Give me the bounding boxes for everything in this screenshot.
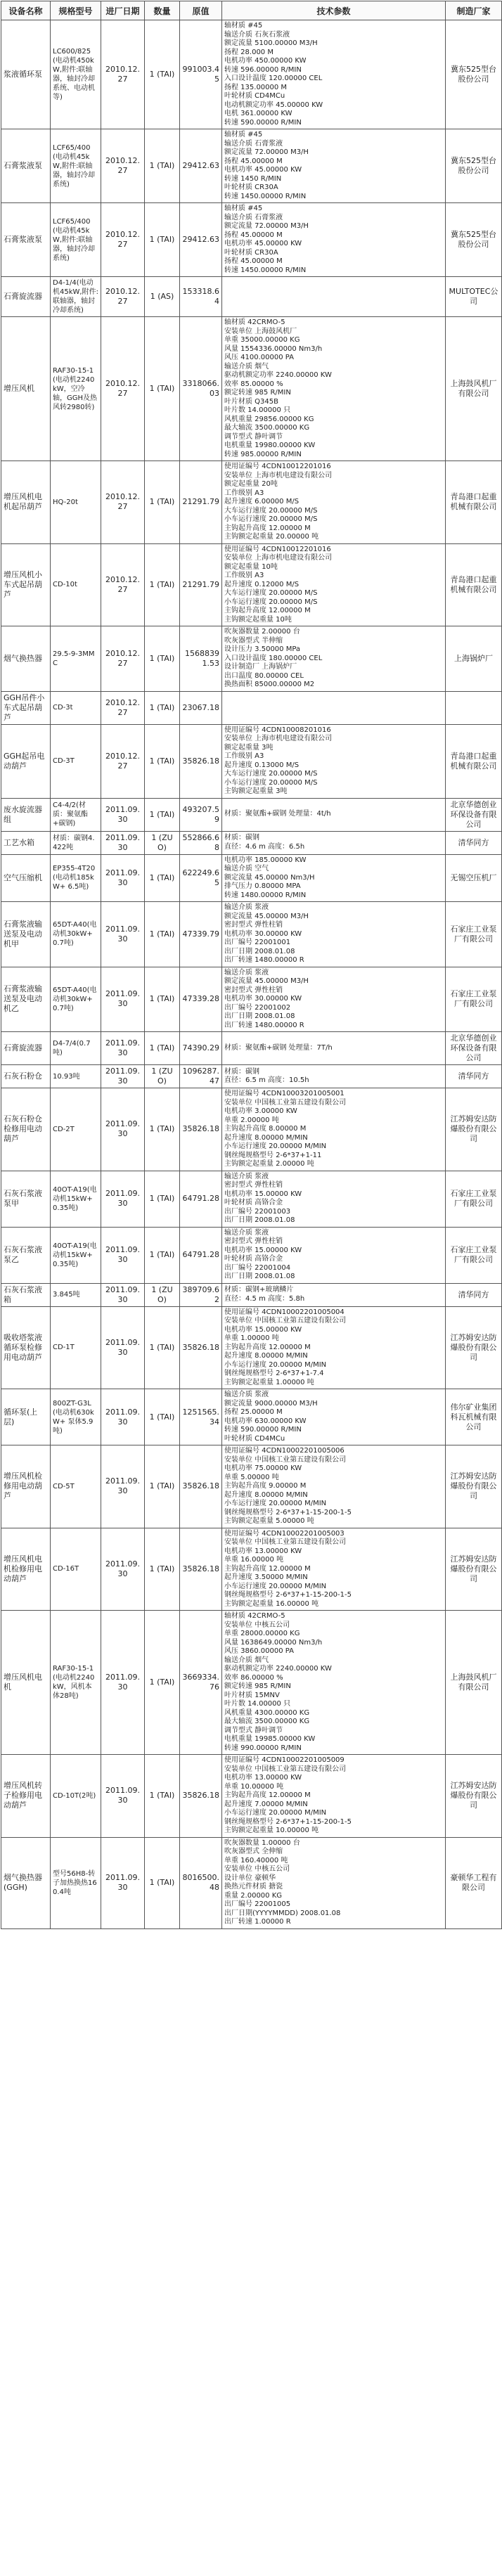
header-quantity: 数量	[145, 1, 180, 20]
quantity-cell: 1 (TAI)	[145, 20, 180, 129]
manufacturer-cell: 青岛港口起重机械有限公司	[446, 461, 502, 544]
quantity-cell: 1 (TAI)	[145, 1306, 180, 1389]
manufacturer-cell: 上海锅炉厂	[446, 626, 502, 692]
model-cell: LC600/825(电动机450kW,附件:联轴器，轴封冷却系统、电动机等)	[51, 20, 101, 129]
manufacturer-cell: 江苏姆安达防爆股份有限公司	[446, 1755, 502, 1838]
tech-params-cell: 轴材质 #45 输送介质 石灰石浆液 额定流量 5100.00000 M3/H 扬程 28.000 M 电机功率 450.00000 KW 转速 596.00000 R/MIN 入口设计温度 120.00000 CEL 扬程 135.00000 M 叶轮材质 CD4MCu 电动机额定功率 45.00000 KW 电机 361.00000 KW 转速 590.00000 R/MIN	[222, 20, 446, 129]
equipment-name-cell: 石膏浆液输送泵及电动机乙	[1, 967, 51, 1032]
quantity-cell: 1 (TAI)	[145, 1171, 180, 1227]
model-cell: CD-1T	[51, 1306, 101, 1389]
equipment-name-cell: 增压风机检修用电动葫芦	[1, 1445, 51, 1528]
table-row	[1, 317, 502, 461]
model-cell: 40OT-A19(电动机15kW+ 0.35吨)	[51, 1227, 101, 1283]
quantity-cell: 1 (ZUO)	[145, 1065, 180, 1088]
tech-params-cell	[222, 691, 446, 724]
original-value-cell: 153318.64	[180, 277, 222, 317]
quantity-cell: 1 (TAI)	[145, 724, 180, 798]
quantity-cell: 1 (TAI)	[145, 1611, 180, 1755]
header-model: 规格型号	[51, 1, 101, 20]
manufacturer-cell: 北京华德创业环保设备有限公司	[446, 1032, 502, 1065]
original-value-cell: 991003.45	[180, 20, 222, 129]
model-cell: HQ-20t	[51, 461, 101, 544]
equipment-name-cell: 增压风机转子检修用电动葫芦	[1, 1755, 51, 1838]
entry-date-cell: 2011.09.30	[101, 1088, 145, 1171]
quantity-cell: 1 (TAI)	[145, 798, 180, 831]
quantity-cell: 1 (TAI)	[145, 854, 180, 902]
quantity-cell: 1 (TAI)	[145, 1389, 180, 1445]
equipment-name-cell: 废水旋流器组	[1, 798, 51, 831]
manufacturer-cell: 伟尔矿业集团科瓦机械有限公司	[446, 1389, 502, 1445]
equipment-name-cell: 石膏浆液泵	[1, 129, 51, 203]
quantity-cell: 1 (ZUO)	[145, 831, 180, 854]
equipment-name-cell: 石膏旋流器	[1, 1032, 51, 1065]
manufacturer-cell	[446, 691, 502, 724]
tech-params-cell: 材质：碳钢 直径：4.6 m 高度：6.5h	[222, 831, 446, 854]
original-value-cell: 64791.28	[180, 1227, 222, 1283]
original-value-cell: 3318066.03	[180, 317, 222, 461]
entry-date-cell: 2010.12.27	[101, 461, 145, 544]
equipment-name-cell: 吸收塔浆液循环泵检修用电动葫芦	[1, 1306, 51, 1389]
entry-date-cell: 2010.12.27	[101, 317, 145, 461]
entry-date-cell: 2010.12.27	[101, 203, 145, 277]
model-cell: LCF65/400(电动机45kW,附件:联轴器，轴封冷却系统)	[51, 203, 101, 277]
entry-date-cell: 2011.09.30	[101, 967, 145, 1032]
equipment-table	[1, 1, 502, 1929]
entry-date-cell: 2011.09.30	[101, 1032, 145, 1065]
table-body	[1, 20, 502, 1929]
original-value-cell: 15688391.53	[180, 626, 222, 692]
tech-params-cell: 轴材质 42CRMO-5 安装单位 上海鼓风机厂 单重 35000.00000 KG 风量 1554336.00000 Nm3/h 风压 4100.00000 PA 输送介质 烟气 驱动机额定功率 2240.00000 KW 效率 85.00000 % 额定转速 985 R/MIN 叶片材质 Q345B 叶片数 14.00000 只 风机重量 29856.00000 KG 最大轴流 3500.00000 KG 调节型式 静叶调节 电机重量 19980.00000 KW 转速 985.00000 R/MIN	[222, 317, 446, 461]
table-row	[1, 1445, 502, 1528]
tech-params-cell: 材质：聚氨酯+碳钢 处理量：4t/h	[222, 798, 446, 831]
manufacturer-cell: 江苏姆安达防爆股份有限公司	[446, 1528, 502, 1611]
table-row	[1, 626, 502, 692]
manufacturer-cell: 上海鼓风机厂有限公司	[446, 1611, 502, 1755]
original-value-cell: 64791.28	[180, 1171, 222, 1227]
header-tech-params: 技术参数	[222, 1, 446, 20]
table-row	[1, 854, 502, 902]
tech-params-cell: 使用证编号 4CDN10002201005004 安装单位 中国核工业第五建设有限公司 电机功率 15.00000 KW 单重 1.00000 吨 主钩起升高度 12.00000 M 起升速度 8.00000 M/MIN 小车运行速度 20.00000 M/MIN 钢丝绳规格型号 2-6*37+1-7.4 主钩额定起重量 1.00000 吨	[222, 1306, 446, 1389]
tech-params-cell: 使用证编号 4CDN10002201005009 安装单位 中国核工业第五建设有限公司 电机功率 13.00000 KW 单重 10.00000 吨 主钩起升高度 12.00000 M 起升速度 7.00000 M/MIN 小车运行速度 20.00000 M/MIN 钢丝绳规格型号 2-6*37+1-15-200-1-5 主钩额定起重量 10.00000 吨	[222, 1755, 446, 1838]
tech-params-cell: 输送介质 浆液 额定流量 45.00000 M3/H 密封型式 弹性柱销 电机功率 30.00000 KW 出厂编号 22001001 出厂日期 2008.01.08 出厂转速 1480.00000 R	[222, 902, 446, 967]
original-value-cell: 47339.79	[180, 902, 222, 967]
entry-date-cell: 2010.12.27	[101, 626, 145, 692]
manufacturer-cell: 石家庄工业泵厂有限公司	[446, 1227, 502, 1283]
table-row	[1, 902, 502, 967]
table-row	[1, 1171, 502, 1227]
model-cell: 10.93吨	[51, 1065, 101, 1088]
table-row	[1, 1755, 502, 1838]
tech-params-cell: 使用证编号 4CDN10012201016 安装单位 上海市机电建设有限公司 额定起重量 10吨 工作级别 A3 起升速度 0.12000 M/S 大车运行速度 20.00000 M/S 小车运行速度 20.00000 M/S 主钩起升高度 12.00000 M 主钩额定起重量 10吨	[222, 543, 446, 626]
entry-date-cell: 2011.09.30	[101, 1227, 145, 1283]
original-value-cell: 47339.28	[180, 967, 222, 1032]
model-cell: CD-10t	[51, 543, 101, 626]
model-cell: 材质：碳钢4.422吨	[51, 831, 101, 854]
original-value-cell: 21291.79	[180, 543, 222, 626]
original-value-cell: 1251565.34	[180, 1389, 222, 1445]
manufacturer-cell: 上海鼓风机厂有限公司	[446, 317, 502, 461]
entry-date-cell: 2010.12.27	[101, 277, 145, 317]
table-row	[1, 691, 502, 724]
equipment-name-cell: 增压风机电机检修用电动葫芦	[1, 1528, 51, 1611]
manufacturer-cell: 江苏姆安达防爆股份有限公司	[446, 1445, 502, 1528]
table-row	[1, 724, 502, 798]
original-value-cell: 552866.68	[180, 831, 222, 854]
model-cell: EP355-4T20(电动机185kW+ 6.5吨)	[51, 854, 101, 902]
entry-date-cell: 2011.09.30	[101, 1837, 145, 1928]
table-row	[1, 831, 502, 854]
tech-params-cell: 输送介质 浆液 密封型式 弹性柱销 电机功率 15.00000 KW 叶轮材质 高铬合金 出厂编号 22001003 出厂日期 2008.01.08	[222, 1171, 446, 1227]
equipment-name-cell: 石灰石浆液泵甲	[1, 1171, 51, 1227]
original-value-cell: 389709.62	[180, 1283, 222, 1306]
manufacturer-cell: 清华同方	[446, 831, 502, 854]
quantity-cell: 1 (TAI)	[145, 203, 180, 277]
tech-params-cell: 使用证编号 4CDN10003201005001 安装单位 中国核工业第五建设有限公司 电机功率 3.00000 KW 单重 2.00000 吨 主钩起升高度 8.00000 M 起升速度 8.00000 M/MIN 小车运行速度 20.00000 M/MIN 钢丝绳规格型号 2-6*37+1-11 主钩额定起重量 2.00000 吨	[222, 1088, 446, 1171]
original-value-cell: 74390.29	[180, 1032, 222, 1065]
model-cell: 65DT-A40(电动机30kW+ 0.7吨)	[51, 967, 101, 1032]
tech-params-cell: 使用证编号 4CDN10002201005003 安装单位 中国核工业第五建设有限公司 电机功率 13.00000 KW 单重 16.00000 吨 主钩起升高度 12.00000 M 起升速度 3.50000 M/MIN 小车运行速度 20.00000 M/MIN 钢丝绳规格型号 2-6*37+1-15-200-1-5 主钩额定起重量 16.00000 吨	[222, 1528, 446, 1611]
quantity-cell: 1 (TAI)	[145, 967, 180, 1032]
header-manufacturer: 制造厂家	[446, 1, 502, 20]
original-value-cell: 29412.63	[180, 129, 222, 203]
manufacturer-cell: 石家庄工业泵厂有限公司	[446, 902, 502, 967]
manufacturer-cell: 北京华德创业环保设备有限公司	[446, 798, 502, 831]
equipment-name-cell: 工艺水箱	[1, 831, 51, 854]
quantity-cell: 1 (TAI)	[145, 691, 180, 724]
tech-params-cell: 轴材质 #45 输送介质 石膏浆液 额定流量 72.00000 M3/H 扬程 45.00000 M 电机功率 45.00000 KW 叶轮材质 CR30A 扬程 45.00000 M 转速 1450.00000 R/MIN	[222, 203, 446, 277]
original-value-cell: 35826.18	[180, 1306, 222, 1389]
equipment-name-cell: 石膏浆液输送泵及电动机甲	[1, 902, 51, 967]
tech-params-cell: 使用证编号 4CDN10008201016 安装单位 上海市机电建设有限公司 额定起重量 3吨 工作级别 A3 起升速度 0.13000 M/S 大车运行速度 20.00000 M/S 小车运行速度 20.00000 M/S 主钩额定起重量 3吨	[222, 724, 446, 798]
header-entry-date: 进厂日期	[101, 1, 145, 20]
manufacturer-cell: 石家庄工业泵厂有限公司	[446, 967, 502, 1032]
table-row	[1, 1306, 502, 1389]
quantity-cell: 1 (TAI)	[145, 1445, 180, 1528]
quantity-cell: 1 (TAI)	[145, 1032, 180, 1065]
manufacturer-cell: 冀东525型台股份公司	[446, 203, 502, 277]
tech-params-cell: 输送介质 浆液 密封型式 弹性柱销 电机功率 15.00000 KW 叶轮材质 高铬合金 出厂编号 22001004 出厂日期 2008.01.08	[222, 1227, 446, 1283]
entry-date-cell: 2010.12.27	[101, 691, 145, 724]
model-cell: 3.845吨	[51, 1283, 101, 1306]
model-cell: 40OT-A19(电动机15kW+ 0.35吨)	[51, 1171, 101, 1227]
quantity-cell: 1 (TAI)	[145, 1088, 180, 1171]
tech-params-cell: 轴材质 42CRMO-5 安装单位 中核五公司 单重 28000.00000 KG 风量 1638649.00000 Nm3/h 风压 3860.00000 PA 输送介质 烟气 驱动机额定功率 2240.00000 KW 效率 86.00000 % 额定转速 985 R/MIN 叶片材质 15MNV 叶片数 14.00000 只 风机重量 4300.00000 KG 最大轴流 3500.00000 KG 调节型式 静叶调节 电机重量 19985.00000 KW 转速 990.00000 R/MIN	[222, 1611, 446, 1755]
equipment-name-cell: 增压风机电机起吊葫芦	[1, 461, 51, 544]
table-row	[1, 1032, 502, 1065]
table-row	[1, 1283, 502, 1306]
entry-date-cell: 2011.09.30	[101, 1611, 145, 1755]
model-cell: 65DT-A40(电动机30kW+ 0.7吨)	[51, 902, 101, 967]
quantity-cell: 1 (TAI)	[145, 626, 180, 692]
model-cell: 29.5-9-3MMC	[51, 626, 101, 692]
table-row	[1, 461, 502, 544]
original-value-cell: 35826.18	[180, 724, 222, 798]
equipment-name-cell: 增压风机小车式起吊葫芦	[1, 543, 51, 626]
quantity-cell: 1 (TAI)	[145, 1837, 180, 1928]
original-value-cell: 23067.18	[180, 691, 222, 724]
original-value-cell: 3669334.76	[180, 1611, 222, 1755]
quantity-cell: 1 (TAI)	[145, 461, 180, 544]
table-row	[1, 1088, 502, 1171]
tech-params-cell	[222, 277, 446, 317]
equipment-name-cell: GGH吊件小车式起吊葫芦	[1, 691, 51, 724]
header-equipment-name: 设备名称	[1, 1, 51, 20]
tech-params-cell: 轴材质 #45 输送介质 石膏浆液 额定流量 72.00000 M3/H 扬程 45.00000 M 电机功率 45.00000 KW 转速 1450 R/MIN 叶轮材质 CR30A 转速 1450.00000 R/MIN	[222, 129, 446, 203]
equipment-name-cell: 增压风机	[1, 317, 51, 461]
quantity-cell: 1 (TAI)	[145, 129, 180, 203]
entry-date-cell: 2011.09.30	[101, 1065, 145, 1088]
original-value-cell: 8016500.48	[180, 1837, 222, 1928]
equipment-name-cell: 石灰石粉仓	[1, 1065, 51, 1088]
tech-params-cell: 输送介质 浆液 额定流量 9000.00000 M3/H 扬程 25.00000 M 电机功率 630.00000 KW 转速 590.00000 R/MIN 叶轮材质 CD4MCu	[222, 1389, 446, 1445]
entry-date-cell: 2011.09.30	[101, 1171, 145, 1227]
table-row	[1, 1528, 502, 1611]
table-row	[1, 1065, 502, 1088]
entry-date-cell: 2010.12.27	[101, 543, 145, 626]
original-value-cell: 622249.65	[180, 854, 222, 902]
equipment-name-cell: 石灰石粉仓检修用电动葫芦	[1, 1088, 51, 1171]
table-row	[1, 1837, 502, 1928]
tech-params-cell: 使用证编号 4CDN10012201016 安装单位 上海市机电建设有限公司 额定起重量 20吨 工作级别 A3 起升速度 6.00000 M/S 大车运行速度 20.00000 M/S 小车运行速度 20.00000 M/S 主钩起升高度 12.00000 M 主钩额定起重量 20.00000 吨	[222, 461, 446, 544]
table-row	[1, 129, 502, 203]
entry-date-cell: 2011.09.30	[101, 831, 145, 854]
model-cell: LCF65/400(电动机45kW,附件:联轴器，轴封冷却系统)	[51, 129, 101, 203]
entry-date-cell: 2011.09.30	[101, 1755, 145, 1838]
entry-date-cell: 2011.09.30	[101, 798, 145, 831]
table-row	[1, 1611, 502, 1755]
quantity-cell: 1 (ZUO)	[145, 1283, 180, 1306]
table-row	[1, 277, 502, 317]
manufacturer-cell: 冀东525型台股份公司	[446, 20, 502, 129]
entry-date-cell: 2011.09.30	[101, 1528, 145, 1611]
equipment-name-cell: 石灰石浆液泵乙	[1, 1227, 51, 1283]
equipment-name-cell: GGH起吊电动葫芦	[1, 724, 51, 798]
manufacturer-cell: 江苏姆安达防爆股份有限公司	[446, 1306, 502, 1389]
original-value-cell: 35826.18	[180, 1528, 222, 1611]
entry-date-cell: 2011.09.30	[101, 1445, 145, 1528]
original-value-cell: 35826.18	[180, 1755, 222, 1838]
model-cell: RAF30-15-1(电动机2240kW，风机本体28吨)	[51, 1611, 101, 1755]
manufacturer-cell: 青岛港口起重机械有限公司	[446, 724, 502, 798]
model-cell: CD-16T	[51, 1528, 101, 1611]
quantity-cell: 1 (TAI)	[145, 543, 180, 626]
manufacturer-cell: 石家庄工业泵厂有限公司	[446, 1171, 502, 1227]
model-cell: CD-10T(2吨)	[51, 1755, 101, 1838]
model-cell: D4-7/4(0.7吨)	[51, 1032, 101, 1065]
model-cell: CD-2T	[51, 1088, 101, 1171]
quantity-cell: 1 (TAI)	[145, 1528, 180, 1611]
quantity-cell: 1 (TAI)	[145, 317, 180, 461]
equipment-name-cell: 浆液循环泵	[1, 20, 51, 129]
equipment-name-cell: 空气压缩机	[1, 854, 51, 902]
table-header-row	[1, 1, 502, 20]
table-row	[1, 798, 502, 831]
manufacturer-cell: 清华同方	[446, 1283, 502, 1306]
manufacturer-cell: 江苏姆安达防爆股份有限公司	[446, 1088, 502, 1171]
tech-params-cell: 使用证编号 4CDN10002201005006 安装单位 中国核工业第五建设有限公司 电机功率 75.00000 KW 单重 5.00000 吨 主钩起升高度 9.00000 M 起升速度 8.00000 M/MIN 小车运行速度 20.00000 M/MIN 钢丝绳规格型号 2-6*37+1-15-200-1-5 主钩额定起重量 5.00000 吨	[222, 1445, 446, 1528]
manufacturer-cell: 清华同方	[446, 1065, 502, 1088]
model-cell: CD-3t	[51, 691, 101, 724]
model-cell: 800ZT-G3L(电动机630kW+ 泵体5.9吨)	[51, 1389, 101, 1445]
entry-date-cell: 2011.09.30	[101, 854, 145, 902]
original-value-cell: 1096287.47	[180, 1065, 222, 1088]
manufacturer-cell: 青岛港口起重机械有限公司	[446, 543, 502, 626]
original-value-cell: 21291.79	[180, 461, 222, 544]
manufacturer-cell: 冀东525型台股份公司	[446, 129, 502, 203]
original-value-cell: 493207.59	[180, 798, 222, 831]
manufacturer-cell: 豪顿华工程有限公司	[446, 1837, 502, 1928]
entry-date-cell: 2010.12.27	[101, 129, 145, 203]
tech-params-cell: 吹灰器数量 2.00000 台 吹灰器型式 半伸缩 设计压力 3.50000 MPa 入口设计温度 180.00000 CEL 设计制造厂 上海锅炉厂 出口温度 80.00000 CEL 换热面积 85000.00000 M2	[222, 626, 446, 692]
original-value-cell: 29412.63	[180, 203, 222, 277]
tech-params-cell: 材质：碳钢+玻璃鳞片 直径：4.5 m 高度：5.8h	[222, 1283, 446, 1306]
tech-params-cell: 电机功率 185.00000 KW 输送介质 空气 额定流量 45.00000 Nm3/H 排气压力 0.80000 MPA 转速 1480.00000 R/MIN	[222, 854, 446, 902]
entry-date-cell: 2010.12.27	[101, 724, 145, 798]
model-cell: D4-1/4(电动机45kW,附件:联轴器，轴封冷却系统)	[51, 277, 101, 317]
table-row	[1, 967, 502, 1032]
entry-date-cell: 2011.09.30	[101, 1389, 145, 1445]
entry-date-cell: 2010.12.27	[101, 20, 145, 129]
table-row	[1, 1389, 502, 1445]
model-cell: CD-5T	[51, 1445, 101, 1528]
manufacturer-cell: MULTOTEC公司	[446, 277, 502, 317]
header-original-value: 原值	[180, 1, 222, 20]
original-value-cell: 35826.18	[180, 1445, 222, 1528]
quantity-cell: 1 (AS)	[145, 277, 180, 317]
entry-date-cell: 2011.09.30	[101, 902, 145, 967]
quantity-cell: 1 (TAI)	[145, 1755, 180, 1838]
model-cell: RAF30-15-1(电动机2240kW，空冷轴，GGH及热风转2980转)	[51, 317, 101, 461]
equipment-name-cell: 石灰石浆液箱	[1, 1283, 51, 1306]
table-row	[1, 20, 502, 129]
table-row	[1, 1227, 502, 1283]
equipment-name-cell: 石膏浆液泵	[1, 203, 51, 277]
model-cell: CD-3T	[51, 724, 101, 798]
quantity-cell: 1 (TAI)	[145, 902, 180, 967]
model-cell: 型号56H8-转子加热换热160.4吨	[51, 1837, 101, 1928]
original-value-cell: 35826.18	[180, 1088, 222, 1171]
tech-params-cell: 输送介质 浆液 额定流量 45.00000 M3/H 密封型式 弹性柱销 电机功率 30.00000 KW 出厂编号 22001002 出厂日期 2008.01.08 出厂转速 1480.00000 R	[222, 967, 446, 1032]
equipment-name-cell: 增压风机电机	[1, 1611, 51, 1755]
tech-params-cell: 吹灰器数量 1.00000 台 吹灰器型式 全伸缩 单重 160.40000 吨 安装单位 中核五公司 设计单位 豪顿华 换热元件材质 搪瓷 重量 2.00000 KG 出厂编号 22001005 出厂日期(YYYYMMDD) 2008.01.08 出厂转速 1.00000 R	[222, 1837, 446, 1928]
equipment-name-cell: 循环泵(上层)	[1, 1389, 51, 1445]
table-row	[1, 543, 502, 626]
table-row	[1, 203, 502, 277]
equipment-name-cell: 烟气换热器	[1, 626, 51, 692]
equipment-name-cell: 烟气换热器(GGH)	[1, 1837, 51, 1928]
entry-date-cell: 2011.09.30	[101, 1283, 145, 1306]
model-cell: C4-4/2(材质：聚氨酯+碳钢)	[51, 798, 101, 831]
manufacturer-cell: 无锡空压机厂	[446, 854, 502, 902]
quantity-cell: 1 (TAI)	[145, 1227, 180, 1283]
tech-params-cell: 材质：聚氨酯+碳钢 处理量：7T/h	[222, 1032, 446, 1065]
tech-params-cell: 材质：碳钢 直径：6.5 m 高度：10.5h	[222, 1065, 446, 1088]
entry-date-cell: 2011.09.30	[101, 1306, 145, 1389]
equipment-name-cell: 石膏旋流器	[1, 277, 51, 317]
